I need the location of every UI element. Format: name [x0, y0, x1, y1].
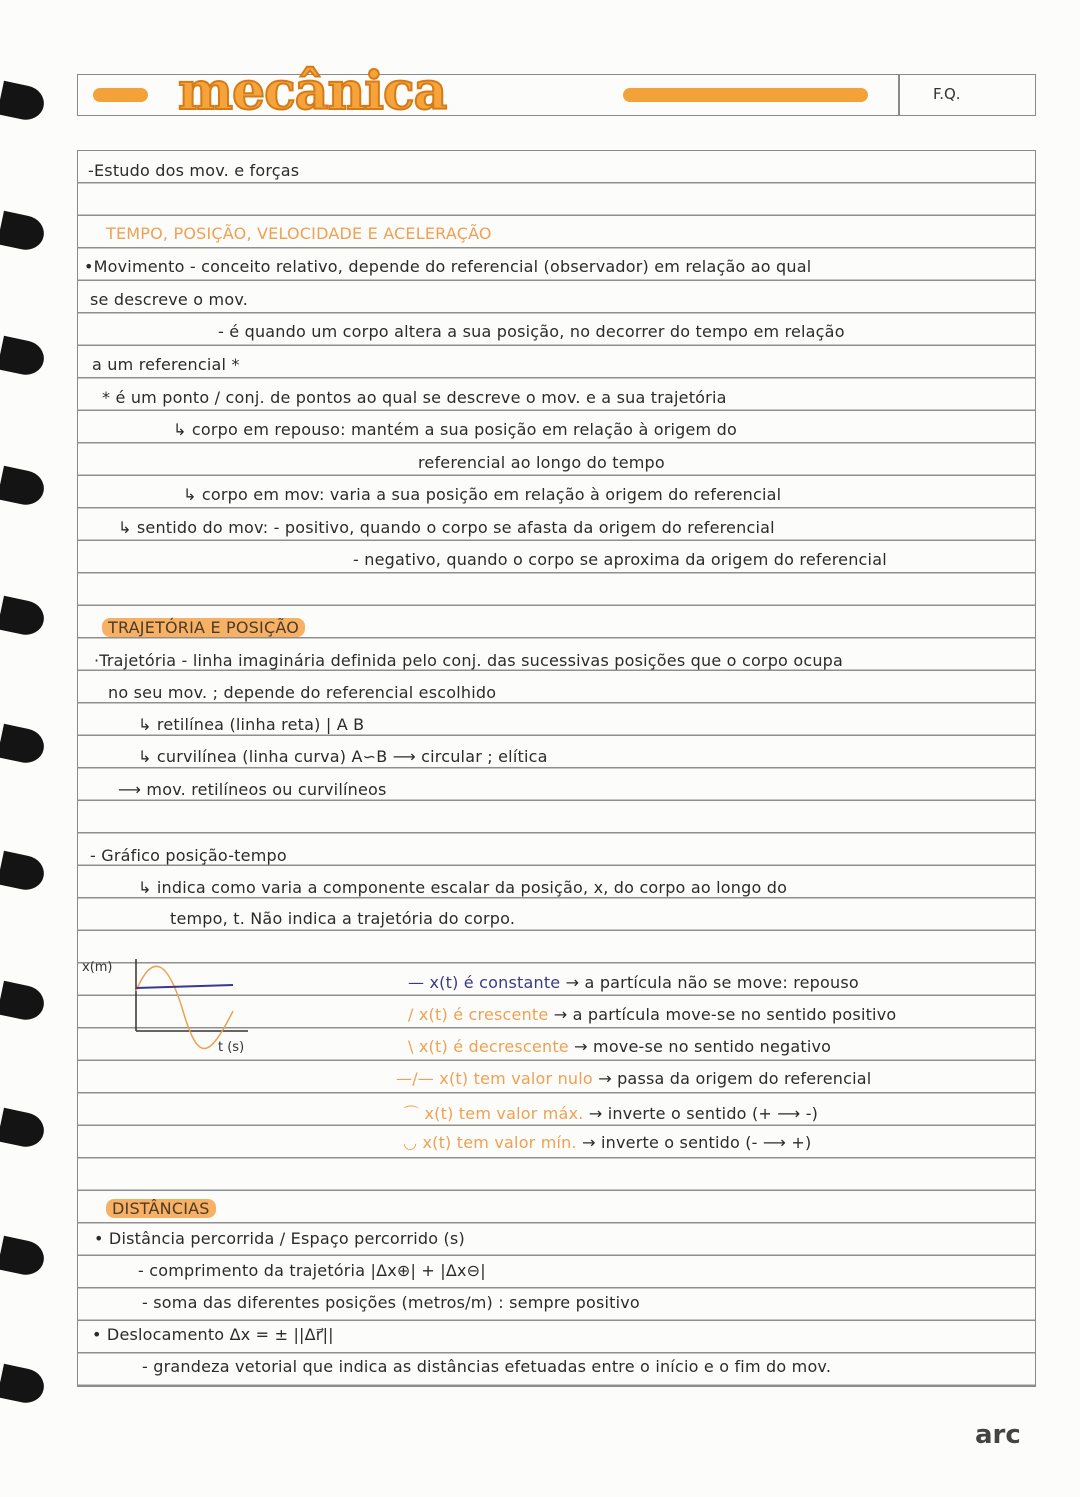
position-time-graph: [78, 951, 278, 1061]
legend-mark: ⌒: [403, 1104, 420, 1123]
note-line: no seu mov. ; depende do referencial escolhido: [108, 683, 497, 702]
page-title: mecânica: [178, 61, 447, 122]
binder-ring: [0, 1364, 47, 1406]
binder-ring: [0, 1236, 47, 1278]
note-line: se descreve o mov.: [90, 290, 249, 309]
title-box: [77, 61, 1036, 122]
legend-meaning: → a partícula não se move: repouso: [565, 973, 859, 992]
highlight-stroke: [623, 88, 868, 102]
note-line: ↳ curvilínea (linha curva) A∽B ⟶ circular ; elítica: [138, 747, 548, 766]
note-line: - Gráfico posição-tempo: [90, 846, 287, 865]
note-line: - soma das diferentes posições (metros/m) : sempre positivo: [142, 1293, 640, 1312]
oscillating-curve: [136, 966, 233, 1048]
section-heading: TEMPO, POSIÇÃO, VELOCIDADE E ACELERAÇÃO: [106, 224, 492, 243]
note-line: ↳ sentido do mov: - positivo, quando o corpo se afasta da origem do referencial: [118, 518, 775, 537]
note-line: -Estudo dos mov. e forças: [88, 161, 300, 180]
x-axis-label: t (s): [218, 1040, 245, 1055]
brand-logo: arc: [975, 1420, 1021, 1450]
legend-condition: x(t) é decrescente: [418, 1037, 569, 1056]
legend-condition: x(t) tem valor mín.: [422, 1133, 577, 1152]
note-line: a um referencial *: [92, 355, 240, 374]
highlight-stroke: [93, 88, 148, 102]
y-axis-label: x(m): [82, 960, 113, 975]
binder-ring: [0, 211, 47, 253]
note-line: referencial ao longo do tempo: [418, 453, 665, 472]
binder-ring: [0, 851, 47, 893]
legend-meaning: → a partícula move-se no sentido positivo: [553, 1005, 897, 1024]
note-line: • Deslocamento Δx = ± ||Δr⃗||: [92, 1325, 334, 1344]
legend-mark: —/—: [396, 1069, 434, 1088]
legend-mark: —: [408, 973, 425, 992]
binder-ring: [0, 336, 47, 378]
note-line: - grandeza vetorial que indica as distâncias efetuadas entre o início e o fim do mov.: [142, 1357, 832, 1376]
note-line: ⟶ mov. retilíneos ou curvilíneos: [118, 780, 387, 799]
binder-ring: [0, 1108, 47, 1150]
binder-ring: [0, 724, 47, 766]
note-line: • Distância percorrida / Espaço percorrido (s): [94, 1229, 465, 1248]
binder-ring: [0, 466, 47, 508]
binder-ring: [0, 81, 47, 123]
legend-mark: ◡: [403, 1133, 418, 1152]
constant-line: [136, 985, 233, 988]
note-line: ↳ retilínea (linha reta) | A B: [138, 715, 365, 734]
note-line: ↳ corpo em repouso: mantém a sua posição em relação à origem do: [173, 420, 737, 439]
legend-mark: /: [408, 1005, 414, 1024]
note-line: * é um ponto / conj. de pontos ao qual se descreve o mov. e a sua trajetória: [102, 388, 727, 407]
binder-ring: [0, 981, 47, 1023]
note-line: tempo, t. Não indica a trajetória do corpo.: [170, 909, 516, 928]
legend-meaning: → inverte o sentido (- ⟶ +): [582, 1133, 812, 1152]
legend-condition: x(t) tem valor máx.: [424, 1104, 584, 1123]
ruled-notes: [77, 150, 1036, 1387]
note-line: - negativo, quando o corpo se aproxima da origem do referencial: [353, 550, 887, 569]
note-line: ↳ indica como varia a componente escalar da posição, x, do corpo ao longo do: [138, 878, 788, 897]
legend-condition: x(t) é crescente: [418, 1005, 549, 1024]
note-line: ↳ corpo em mov: varia a sua posição em relação à origem do referencial: [183, 485, 782, 504]
note-line: ·Trajetória - linha imaginária definida pelo conj. das sucessivas posições que o corpo ocupa: [94, 651, 844, 670]
note-line: - é quando um corpo altera a sua posição, no decorrer do tempo em relação: [218, 322, 845, 341]
note-line: - comprimento da trajetória |Δx⊕| + |Δx⊖|: [138, 1261, 486, 1280]
binder-ring: [0, 596, 47, 638]
subject-label: F.Q.: [933, 85, 961, 103]
legend-meaning: → passa da origem do referencial: [598, 1069, 872, 1088]
legend-condition: x(t) tem valor nulo: [439, 1069, 593, 1088]
divider: [898, 75, 900, 115]
section-heading: TRAJETÓRIA E POSIÇÃO: [102, 618, 305, 637]
note-line: •Movimento - conceito relativo, depende do referencial (observador) em relação ao qual: [84, 257, 812, 276]
legend-mark: \: [408, 1037, 414, 1056]
legend-condition: x(t) é constante: [429, 973, 561, 992]
legend-meaning: → inverte o sentido (+ ⟶ -): [588, 1104, 819, 1123]
legend-meaning: → move-se no sentido negativo: [574, 1037, 832, 1056]
section-heading: DISTÂNCIAS: [106, 1199, 216, 1218]
